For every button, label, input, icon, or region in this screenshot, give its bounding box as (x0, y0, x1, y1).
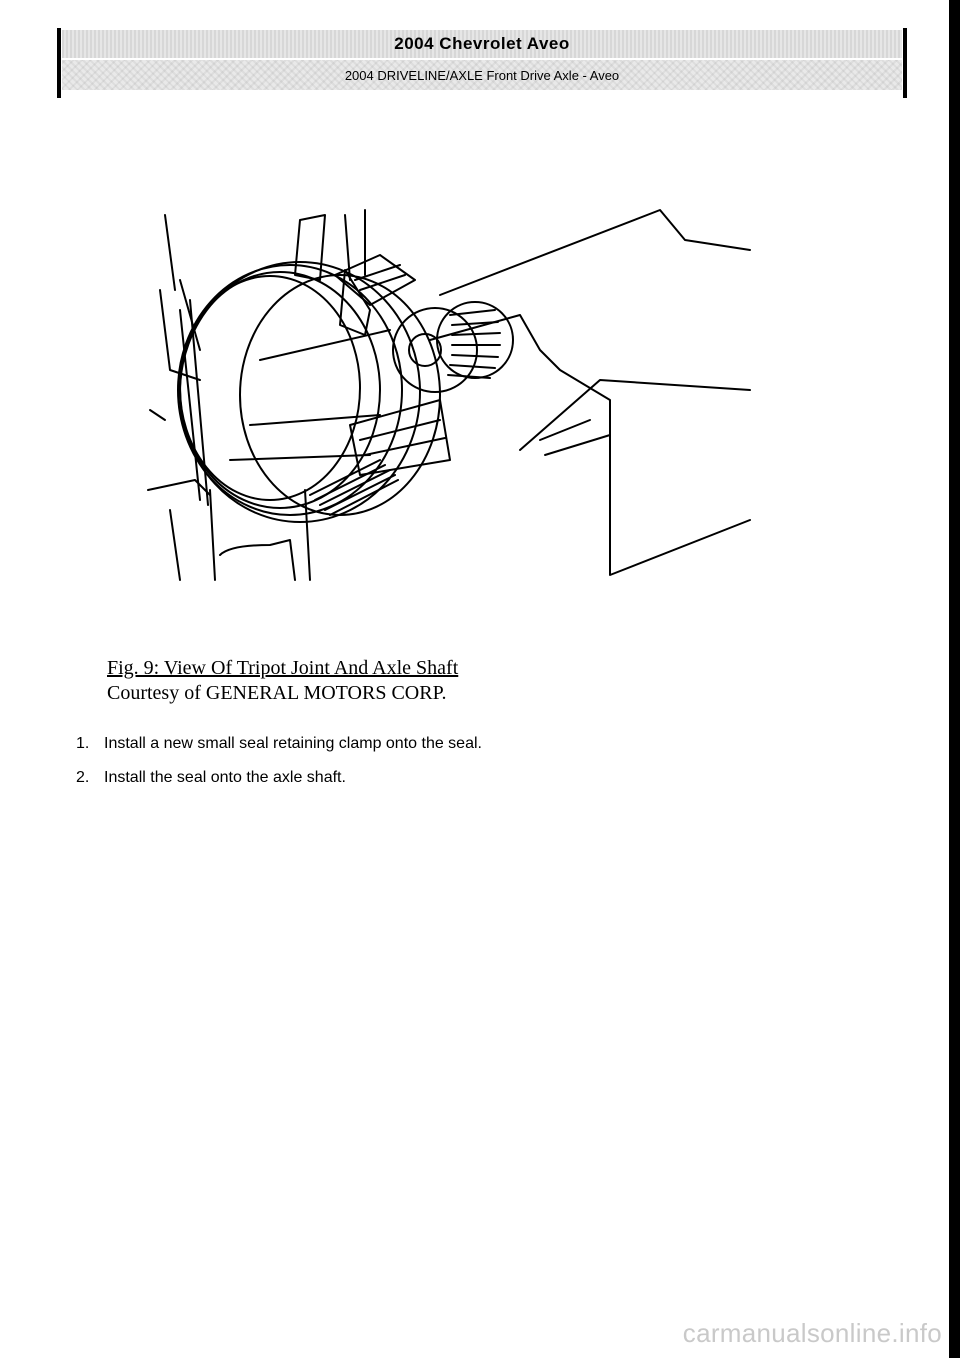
page-edge-rule (949, 0, 960, 1358)
document-subtitle: 2004 DRIVELINE/AXLE Front Drive Axle - Aveo (62, 60, 902, 90)
document-title: 2004 Chevrolet Aveo (62, 30, 902, 58)
figure-caption (107, 656, 458, 706)
step-item (76, 733, 482, 755)
procedure-steps (76, 733, 482, 801)
watermark: carmanualsonline.info (682, 1318, 942, 1348)
step-number: 2. (76, 769, 90, 786)
step-number: 1. (76, 735, 90, 752)
step-text: Install a new small seal retaining clamp onto the seal. (104, 735, 482, 752)
figure-courtesy: Courtesy of GENERAL MOTORS CORP. (107, 682, 447, 704)
tripot-joint-illustration (140, 200, 760, 590)
page-border-left (57, 28, 61, 98)
step-item (76, 767, 482, 789)
step-text: Install the seal onto the axle shaft. (104, 769, 346, 786)
page-border-right (903, 28, 907, 98)
figure-title: Fig. 9: View Of Tripot Joint And Axle Shaft (107, 657, 459, 679)
